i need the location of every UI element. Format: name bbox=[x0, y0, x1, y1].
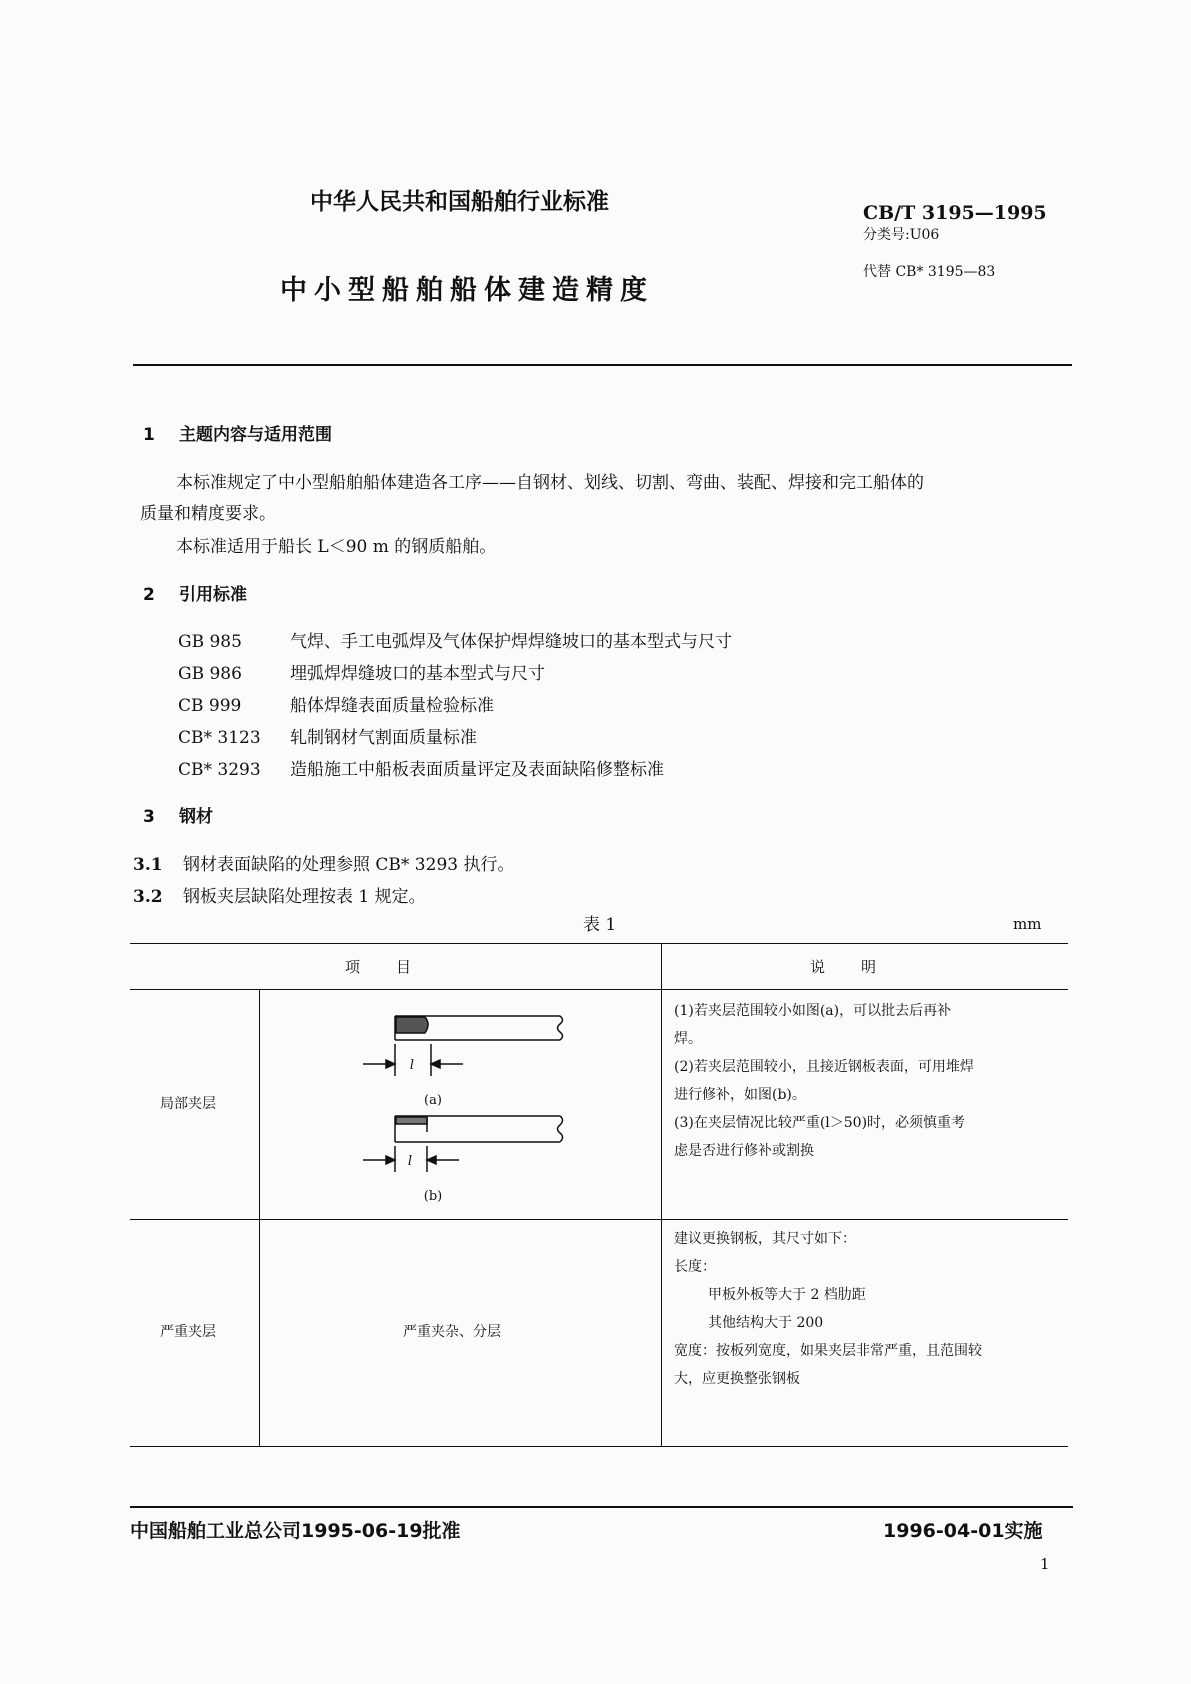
table-row-item: 严重夹杂、分层 bbox=[403, 1324, 501, 1340]
document-title: 中小型船舶船体建造精度 bbox=[280, 275, 654, 306]
figure-a-arrow bbox=[386, 1060, 395, 1068]
table-rule-header bbox=[130, 989, 1068, 990]
clause-3-1 bbox=[133, 850, 514, 875]
figure-a-label: (a) bbox=[424, 1093, 442, 1108]
table-unit: mm bbox=[1013, 915, 1042, 933]
figure-b-weld bbox=[396, 1117, 427, 1124]
table-row-desc-line: 大，应更换整张钢板 bbox=[674, 1371, 800, 1387]
table-row-label: 严重夹层 bbox=[160, 1324, 216, 1340]
clause-text: 钢板夹层缺陷处理按表 1 规定。 bbox=[183, 887, 426, 907]
table-row-desc-line: (2)若夹层范围较小，且接近钢板表面，可用堆焊 bbox=[674, 1059, 974, 1075]
figure-a-break bbox=[558, 1016, 563, 1040]
section-1-para2: 本标准适用于船长 L＜90 m 的钢质船舶。 bbox=[176, 537, 497, 557]
approval-note: 中国船舶工业总公司1995-06-19批准 bbox=[130, 1520, 461, 1542]
classification-number: 分类号:U06 bbox=[863, 227, 940, 243]
table-col-divider bbox=[661, 943, 662, 1447]
table-col-divider bbox=[259, 989, 260, 1447]
table-header-desc: 说 明 bbox=[810, 958, 879, 976]
clause-number: 3.2 bbox=[133, 887, 163, 907]
table-row-desc-line: 长度： bbox=[674, 1259, 716, 1275]
section-title: 主题内容与适用范围 bbox=[179, 425, 332, 445]
section-number: 3 bbox=[143, 807, 155, 827]
reference-text: 轧制钢材气割面质量标准 bbox=[290, 728, 477, 748]
table-row-desc-line: 焊。 bbox=[674, 1031, 702, 1047]
table-row-desc-line: 宽度：按板列宽度，如果夹层非常严重，且范围较 bbox=[674, 1343, 982, 1359]
table-rule-row bbox=[130, 1219, 1068, 1220]
table-row-label: 局部夹层 bbox=[160, 1096, 216, 1112]
section-title: 引用标准 bbox=[179, 585, 247, 605]
effective-date: 1996-04-01实施 bbox=[883, 1520, 1043, 1542]
table-rule-bottom bbox=[130, 1446, 1068, 1447]
section-title: 钢材 bbox=[179, 807, 213, 827]
section-3-heading bbox=[143, 802, 213, 827]
figure-b-dim-label: l bbox=[407, 1154, 413, 1169]
table-row-desc-line: 进行修补，如图(b)。 bbox=[674, 1087, 806, 1103]
lamination-figure bbox=[355, 1000, 595, 1205]
clause-number: 3.1 bbox=[133, 855, 163, 875]
table-rule-top bbox=[130, 943, 1068, 944]
reference-code: GB 986 bbox=[178, 664, 242, 684]
figure-a-dim-label: l bbox=[409, 1058, 415, 1073]
replaces-standard: 代替 CB* 3195—83 bbox=[863, 264, 996, 280]
figure-b-label: (b) bbox=[423, 1189, 443, 1204]
standard-category: 中华人民共和国船舶行业标准 bbox=[310, 189, 609, 215]
reference-item bbox=[178, 659, 545, 684]
section-number: 1 bbox=[143, 425, 155, 445]
table-row-desc-line: 虑是否进行修补或割换 bbox=[674, 1143, 814, 1159]
table-row-desc-line: (1)若夹层范围较小如图(a)，可以批去后再补 bbox=[674, 1003, 952, 1019]
figure-a-notch bbox=[396, 1017, 428, 1033]
table-row-desc-line: 其他结构大于 200 bbox=[708, 1315, 824, 1331]
standard-code: CB/T 3195—1995 bbox=[863, 202, 1047, 224]
reference-code: CB* 3123 bbox=[178, 728, 261, 748]
figure-b-break bbox=[558, 1116, 563, 1142]
clause-3-2 bbox=[133, 882, 426, 907]
figure-b-arrow bbox=[427, 1156, 436, 1164]
table-row-desc-line: 建议更换钢板，其尺寸如下： bbox=[674, 1231, 856, 1247]
reference-item bbox=[178, 627, 732, 652]
section-number: 2 bbox=[143, 585, 155, 605]
reference-text: 造船施工中船板表面质量评定及表面缺陷修整标准 bbox=[290, 760, 664, 780]
clause-text: 钢材表面缺陷的处理参照 CB* 3293 执行。 bbox=[183, 855, 515, 875]
figure-b-arrow bbox=[386, 1156, 395, 1164]
table-header-item: 项 目 bbox=[345, 958, 414, 976]
reference-code: CB* 3293 bbox=[178, 760, 261, 780]
figure-a-arrow bbox=[431, 1060, 440, 1068]
table-caption: 表 1 bbox=[583, 915, 617, 935]
reference-item bbox=[178, 691, 494, 716]
reference-code: GB 985 bbox=[178, 632, 242, 652]
table-row-desc-line: (3)在夹层情况比较严重(l＞50)时，必须慎重考 bbox=[674, 1115, 966, 1131]
header-divider bbox=[133, 364, 1072, 366]
section-1-heading bbox=[143, 420, 332, 445]
table-row-desc-line: 甲板外板等大于 2 档肋距 bbox=[708, 1287, 866, 1303]
footer-divider bbox=[130, 1506, 1073, 1508]
section-1-para1-line1: 本标准规定了中小型船舶船体建造各工序——自钢材、划线、切割、弯曲、装配、焊接和完工船体的 bbox=[176, 473, 924, 493]
page-number: 1 bbox=[1040, 1555, 1050, 1573]
reference-item bbox=[178, 755, 664, 780]
reference-text: 埋弧焊焊缝坡口的基本型式与尺寸 bbox=[290, 664, 545, 684]
reference-code: CB 999 bbox=[178, 696, 242, 716]
reference-item bbox=[178, 723, 477, 748]
section-1-para1-line2: 质量和精度要求。 bbox=[140, 504, 276, 524]
section-2-heading bbox=[143, 580, 247, 605]
reference-text: 气焊、手工电弧焊及气体保护焊焊缝坡口的基本型式与尺寸 bbox=[290, 632, 732, 652]
reference-text: 船体焊缝表面质量检验标准 bbox=[290, 696, 494, 716]
